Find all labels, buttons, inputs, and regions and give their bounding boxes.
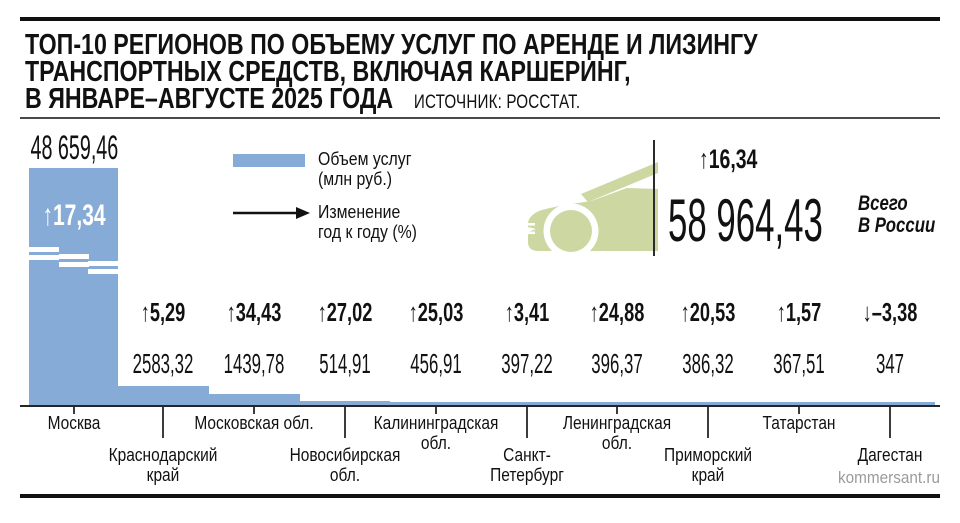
- region-label-line: Москва: [47, 413, 100, 433]
- region-label-moskovskaya-obl: [185, 413, 323, 433]
- region-change-sankt-peterburg: ↑3,41: [504, 297, 549, 327]
- region-label-line: обл.: [329, 465, 361, 485]
- region-label-line: край: [691, 465, 725, 485]
- region-value-krasnodarskiy-kray: 2583,32: [133, 348, 194, 379]
- legend-change-line-2: год к году (%): [318, 222, 417, 242]
- region-label-line: Санкт-: [502, 445, 551, 465]
- region-value-kaliningradskaya-obl: 456,91: [410, 348, 462, 379]
- region-label-line: Татарстан: [762, 413, 836, 433]
- total-caption-line-1: Всего: [858, 192, 908, 215]
- axis-break-stripe: [29, 247, 59, 252]
- bottom-rule: [20, 494, 940, 498]
- region-value-moskva: 48 659,46: [30, 129, 118, 167]
- region-value-leningradskaya-obl: 396,37: [591, 348, 644, 379]
- axis-break-stripe: [59, 262, 89, 267]
- region-change-dagestan: ↓–3,38: [862, 297, 918, 327]
- region-label-line: Новосибирская: [289, 445, 401, 465]
- region-label-dagestan: [821, 445, 959, 465]
- region-change-moskva: ↑17,34: [42, 199, 106, 232]
- watermark: kommersant.ru: [837, 468, 940, 487]
- region-value-primorskiy-kray: 386,32: [682, 348, 734, 379]
- region-label-line: Ленинградская: [563, 413, 672, 433]
- total-caption-line-2: В России: [858, 214, 936, 237]
- title-line-3: В ЯНВАРЕ–АВГУСТЕ 2025 ГОДА: [25, 83, 394, 115]
- legend-volume-line-1: Объем услуг: [318, 149, 412, 169]
- region-label-tatarstan: [730, 413, 868, 433]
- region-value-novosibirskaya-obl: 514,91: [319, 348, 371, 379]
- axis-break-stripe: [88, 261, 118, 266]
- axis-break-stripe: [88, 269, 118, 274]
- region-label-line: Приморский: [664, 445, 753, 465]
- region-value-tatarstan: 367,51: [773, 348, 825, 379]
- axis-tick-primorskiy-kray: [707, 407, 709, 438]
- region-label-line: край: [147, 465, 180, 485]
- axis-break-stripe: [59, 254, 89, 259]
- source-label: ИСТОЧНИК: РОССТАТ.: [413, 92, 581, 113]
- region-value-moskovskaya-obl: 1439,78: [223, 348, 285, 379]
- region-change-primorskiy-kray: ↑20,53: [680, 297, 736, 327]
- region-label-krasnodarskiy-kray: [95, 445, 233, 485]
- total-value: 58 964,43: [668, 187, 823, 254]
- region-bar-moskovskaya-obl: [209, 394, 300, 405]
- region-label-line: обл.: [602, 433, 633, 453]
- region-change-kaliningradskaya-obl: ↑25,03: [408, 297, 464, 327]
- region-label-primorskiy-kray: [639, 445, 777, 485]
- region-value-dagestan: 347: [875, 348, 904, 379]
- region-label-line: Калининградская: [373, 413, 499, 433]
- region-change-tatarstan: ↑1,57: [776, 297, 822, 327]
- title-line-2: ТРАНСПОРТНЫХ СРЕДСТВ, ВКЛЮЧАЯ КАРШЕРИНГ,: [25, 56, 631, 88]
- region-label-line: Краснодарский: [108, 445, 218, 465]
- title-line-1: ТОП-10 РЕГИОНОВ ПО ОБЪЕМУ УСЛУГ ПО АРЕНДЕ И ЛИЗИНГУ: [25, 29, 758, 61]
- region-label-line: обл.: [420, 433, 451, 453]
- x-axis-baseline: [20, 405, 940, 407]
- region-change-krasnodarskiy-kray: ↑5,29: [141, 297, 186, 327]
- total-change-value: 16,34: [708, 144, 758, 174]
- axis-tick-novosibirskaya-obl: [344, 407, 346, 438]
- axis-tick-dagestan: [889, 407, 891, 438]
- region-value-sankt-peterburg: 397,22: [500, 348, 553, 379]
- legend-change-line-1: Изменение: [318, 202, 401, 222]
- region-label-moskva: [5, 413, 143, 433]
- region-change-leningradskaya-obl: ↑24,88: [590, 297, 645, 327]
- region-change-novosibirskaya-obl: ↑27,02: [317, 297, 373, 327]
- region-label-line: Петербург: [489, 465, 564, 485]
- up-arrow-icon: ↑: [699, 144, 709, 174]
- region-change-moskovskaya-obl: ↑34,43: [226, 297, 282, 327]
- region-bar-krasnodarskiy-kray: [118, 386, 209, 405]
- region-label-line: Дагестан: [857, 445, 923, 465]
- region-label-line: Московская обл.: [194, 413, 314, 433]
- axis-break-stripe: [29, 255, 59, 260]
- legend-volume-line-2: (млн руб.): [318, 169, 393, 189]
- axis-tick-sankt-peterburg: [526, 407, 528, 438]
- axis-tick-krasnodarskiy-kray: [162, 407, 164, 438]
